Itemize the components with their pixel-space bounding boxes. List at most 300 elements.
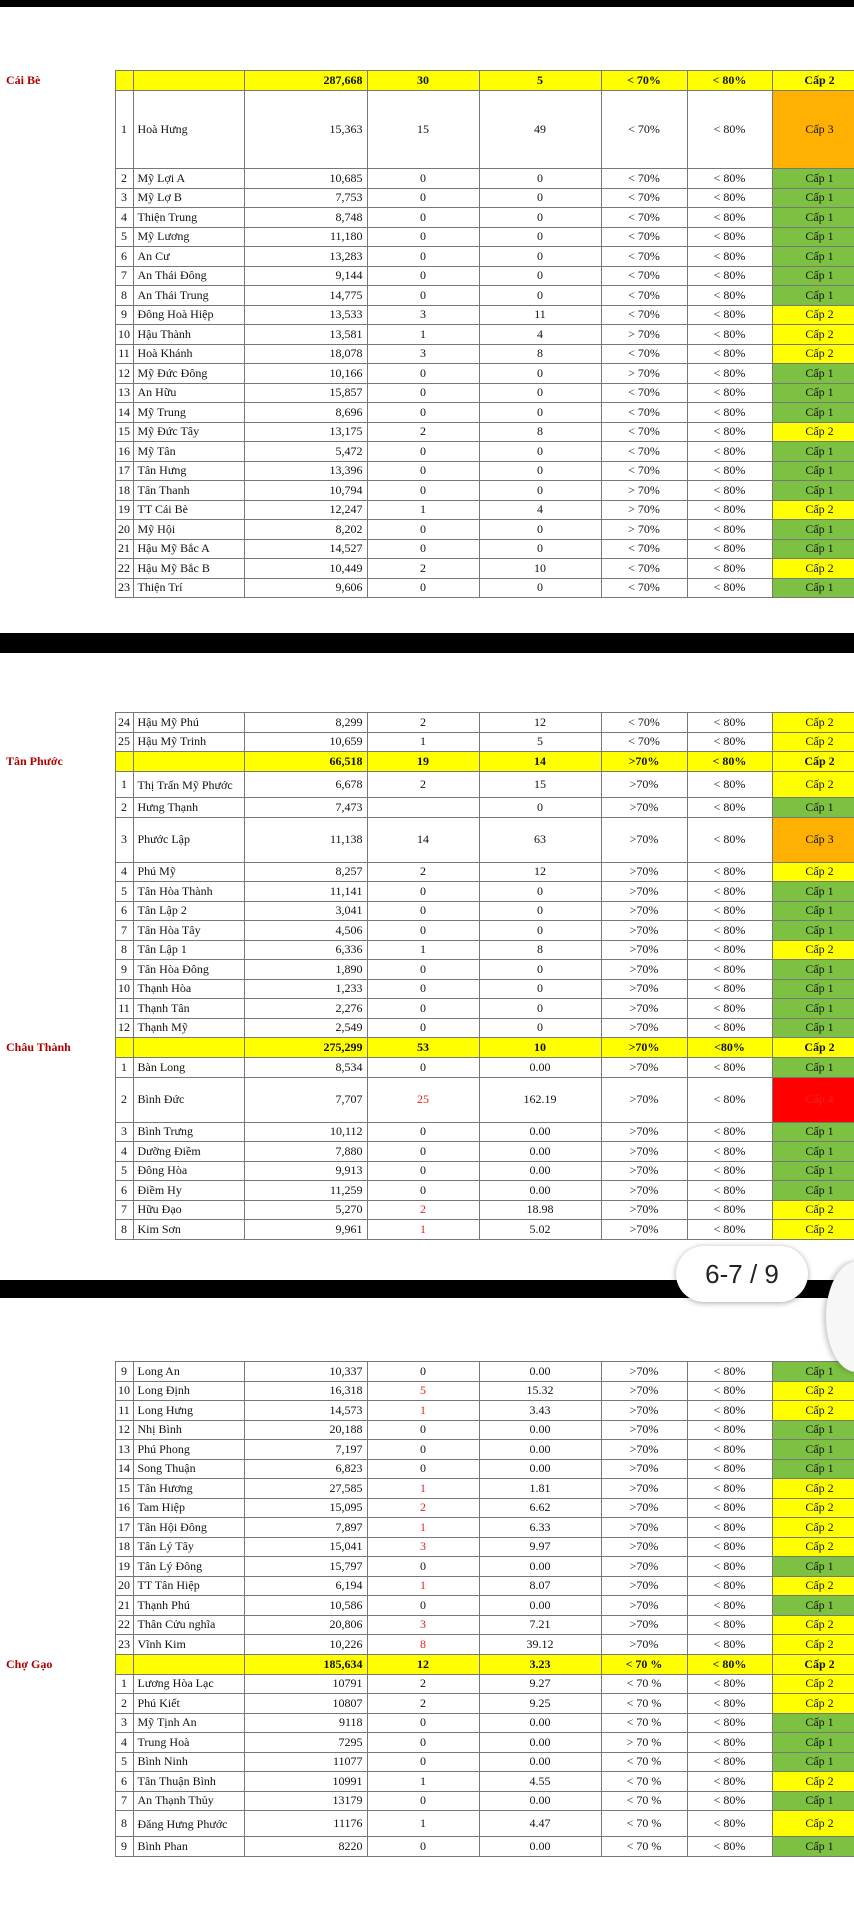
- case-rate: 0.00: [479, 1596, 601, 1616]
- table-row: [0, 325, 854, 345]
- case-count: 1: [367, 940, 479, 960]
- district-name: [0, 1122, 115, 1142]
- vaccination-rate-2: < 80%: [687, 1362, 772, 1382]
- vaccination-rate-1: < 70%: [601, 713, 687, 733]
- commune-name: Hậu Mỹ Trinh: [133, 732, 244, 752]
- case-count: 1: [367, 1401, 479, 1421]
- vaccination-rate-1: < 70 %: [601, 1837, 687, 1857]
- vaccination-rate-2: < 80%: [687, 1811, 772, 1837]
- district-name: [0, 325, 115, 345]
- commune-name: Mỹ Tịnh An: [133, 1713, 244, 1733]
- commune-name: Tân Lý Tây: [133, 1537, 244, 1557]
- case-count: 0: [367, 1181, 479, 1201]
- vaccination-rate-2: < 80%: [687, 481, 772, 501]
- vaccination-rate-2: < 80%: [687, 188, 772, 208]
- vaccination-rate-1: < 70 %: [601, 1674, 687, 1694]
- risk-level-badge: Cấp 2: [772, 1654, 854, 1674]
- vaccination-rate-1: >70%: [601, 1362, 687, 1382]
- commune-name: Tam Hiệp: [133, 1498, 244, 1518]
- case-count: 0: [367, 1459, 479, 1479]
- row-number: 8: [115, 1220, 133, 1240]
- case-rate: 162.19: [479, 1077, 601, 1122]
- vaccination-rate-2: < 80%: [687, 169, 772, 189]
- risk-level-badge: Cấp 1: [772, 1752, 854, 1772]
- vaccination-rate-2: < 80%: [687, 383, 772, 403]
- vaccination-rate-2: < 80%: [687, 247, 772, 267]
- table-row: [0, 1401, 854, 1421]
- vaccination-rate-2: < 80%: [687, 539, 772, 559]
- case-rate: 0.00: [479, 1837, 601, 1857]
- case-count: 2: [367, 422, 479, 442]
- vaccination-rate-1: < 70%: [601, 169, 687, 189]
- risk-level-badge: Cấp 1: [772, 481, 854, 501]
- row-number: 3: [115, 1122, 133, 1142]
- risk-level-badge: Cấp 1: [772, 1018, 854, 1038]
- commune-name: Phú Phong: [133, 1440, 244, 1460]
- case-rate: 4: [479, 500, 601, 520]
- district-name: [0, 1362, 115, 1382]
- district-name: [0, 91, 115, 169]
- population: 10,586: [244, 1596, 367, 1616]
- risk-level-badge: Cấp 2: [772, 940, 854, 960]
- district-name: [0, 713, 115, 733]
- commune-name: Lương Hòa Lạc: [133, 1674, 244, 1694]
- commune-name: Hậu Mỹ Bắc B: [133, 559, 244, 579]
- table-row: [0, 1791, 854, 1811]
- case-rate: 39.12: [479, 1635, 601, 1655]
- case-rate: 0: [479, 227, 601, 247]
- table-row: [0, 1537, 854, 1557]
- case-rate: 49: [479, 91, 601, 169]
- vaccination-rate-1: >70%: [601, 1401, 687, 1421]
- empty-cell: [133, 752, 244, 772]
- case-count: 2: [367, 559, 479, 579]
- row-number: 11: [115, 1401, 133, 1421]
- risk-level-badge: Cấp 2: [772, 1038, 854, 1058]
- risk-level-badge: Cấp 2: [772, 344, 854, 364]
- vaccination-rate-1: < 70%: [601, 422, 687, 442]
- row-number: 20: [115, 1576, 133, 1596]
- case-rate: 3.43: [479, 1401, 601, 1421]
- table-row: [0, 921, 854, 941]
- risk-level-badge: Cấp 2: [772, 732, 854, 752]
- case-count: 0: [367, 247, 479, 267]
- commune-name: Hữu Đạo: [133, 1200, 244, 1220]
- case-count: [367, 798, 479, 818]
- commune-name: Tân Lập 1: [133, 940, 244, 960]
- population: 11,141: [244, 882, 367, 902]
- commune-name: Tân Hòa Thành: [133, 882, 244, 902]
- commune-name: Thân Cửu nghĩa: [133, 1615, 244, 1635]
- commune-name: Long Hưng: [133, 1401, 244, 1421]
- district-summary-row: [0, 752, 854, 772]
- commune-name: Thị Trấn Mỹ Phước: [133, 772, 244, 798]
- table-row: [0, 286, 854, 306]
- risk-level-badge: Cấp 1: [772, 979, 854, 999]
- vaccination-rate-1: >70%: [601, 960, 687, 980]
- case-count: 0: [367, 979, 479, 999]
- empty-cell: [115, 1654, 133, 1674]
- risk-level-badge: Cấp 1: [772, 578, 854, 598]
- case-rate: 0: [479, 208, 601, 228]
- vaccination-rate-1: < 70 %: [601, 1791, 687, 1811]
- table-row: [0, 1772, 854, 1792]
- vaccination-rate-1: >70%: [601, 817, 687, 862]
- vaccination-rate-1: > 70%: [601, 520, 687, 540]
- case-rate: 0: [479, 798, 601, 818]
- table-row: [0, 901, 854, 921]
- row-number: 17: [115, 1518, 133, 1538]
- vaccination-rate-2: < 80%: [687, 882, 772, 902]
- table-row: [0, 91, 854, 169]
- case-count: 2: [367, 1498, 479, 1518]
- population: 2,549: [244, 1018, 367, 1038]
- population: 16,318: [244, 1381, 367, 1401]
- row-number: 6: [115, 1772, 133, 1792]
- district-name: [0, 1518, 115, 1538]
- case-rate: 0: [479, 999, 601, 1019]
- table-row: [0, 461, 854, 481]
- case-rate: 0.00: [479, 1161, 601, 1181]
- population: 8,748: [244, 208, 367, 228]
- scroll-handle[interactable]: [826, 1262, 854, 1372]
- risk-level-badge: Cấp 2: [772, 1518, 854, 1538]
- row-number: 24: [115, 713, 133, 733]
- district-name: [0, 817, 115, 862]
- vaccination-rate-2: < 80%: [687, 325, 772, 345]
- vaccination-rate-2: < 80%: [687, 979, 772, 999]
- risk-level-badge: Cấp 2: [772, 422, 854, 442]
- population: 10807: [244, 1694, 367, 1714]
- commune-name: Mỹ Lợi A: [133, 169, 244, 189]
- population: 9,913: [244, 1161, 367, 1181]
- case-count: 1: [367, 1479, 479, 1499]
- vaccination-rate-1: < 70 %: [601, 1811, 687, 1837]
- case-count: 0: [367, 999, 479, 1019]
- vaccination-rate-1: < 70 %: [601, 1713, 687, 1733]
- vaccination-rate-2: < 80%: [687, 1674, 772, 1694]
- vaccination-rate-1: < 70%: [601, 383, 687, 403]
- risk-level-badge: Cấp 2: [772, 559, 854, 579]
- table-row: [0, 1752, 854, 1772]
- empty-cell: [133, 1654, 244, 1674]
- vaccination-rate-1: >70%: [601, 1058, 687, 1078]
- case-count: 0: [367, 1420, 479, 1440]
- case-rate: 0: [479, 520, 601, 540]
- table-row: [0, 1674, 854, 1694]
- population: 13,533: [244, 305, 367, 325]
- risk-level-badge: Cấp 1: [772, 169, 854, 189]
- district-name: [0, 1811, 115, 1837]
- vaccination-rate-2: < 80%: [687, 1615, 772, 1635]
- population: 15,363: [244, 91, 367, 169]
- row-number: 15: [115, 1479, 133, 1499]
- district-name: [0, 208, 115, 228]
- vaccination-rate-2: < 80%: [687, 442, 772, 462]
- vaccination-rate-1: < 70%: [601, 247, 687, 267]
- risk-level-badge: Cấp 2: [772, 325, 854, 345]
- row-number: 19: [115, 500, 133, 520]
- case-count: 1: [367, 1576, 479, 1596]
- commune-name: Thạnh Phú: [133, 1596, 244, 1616]
- row-number: 9: [115, 1362, 133, 1382]
- case-rate: 0.00: [479, 1459, 601, 1479]
- case-count: 1: [367, 500, 479, 520]
- district-name: [0, 1142, 115, 1162]
- commune-name: Hậu Thành: [133, 325, 244, 345]
- risk-level-badge: Cấp 1: [772, 1161, 854, 1181]
- case-count: 53: [367, 1038, 479, 1058]
- risk-level-badge: Cấp 2: [772, 1576, 854, 1596]
- table-row: [0, 344, 854, 364]
- table-row: [0, 1220, 854, 1240]
- case-count: 0: [367, 442, 479, 462]
- risk-level-badge: Cấp 1: [772, 999, 854, 1019]
- table-row: [0, 1694, 854, 1714]
- commune-name: Hoà Khánh: [133, 344, 244, 364]
- vaccination-rate-1: >70%: [601, 1077, 687, 1122]
- row-number: 12: [115, 1420, 133, 1440]
- case-rate: 10: [479, 1038, 601, 1058]
- vaccination-rate-2: < 80%: [687, 1791, 772, 1811]
- page-indicator: 6-7 / 9: [676, 1246, 808, 1302]
- vaccination-rate-1: >70%: [601, 1537, 687, 1557]
- table-row: [0, 1142, 854, 1162]
- case-rate: 0: [479, 442, 601, 462]
- population: 11077: [244, 1752, 367, 1772]
- population: 6,336: [244, 940, 367, 960]
- district-name: [0, 1837, 115, 1857]
- risk-level-badge: Cấp 1: [772, 1142, 854, 1162]
- district-name: [0, 188, 115, 208]
- district-name: [0, 1733, 115, 1753]
- district-name: [0, 364, 115, 384]
- population: 8,299: [244, 713, 367, 733]
- case-rate: 0: [479, 461, 601, 481]
- table-row: [0, 979, 854, 999]
- district-name: [0, 1635, 115, 1655]
- row-number: 3: [115, 1713, 133, 1733]
- case-count: 0: [367, 208, 479, 228]
- row-number: 23: [115, 578, 133, 598]
- population: 10,337: [244, 1362, 367, 1382]
- risk-level-badge: Cấp 2: [772, 862, 854, 882]
- case-rate: 0.00: [479, 1733, 601, 1753]
- risk-level-badge: Cấp 1: [772, 1713, 854, 1733]
- risk-level-badge: Cấp 2: [772, 752, 854, 772]
- population: 6,678: [244, 772, 367, 798]
- case-count: 0: [367, 1752, 479, 1772]
- table-row: [0, 169, 854, 189]
- vaccination-rate-2: < 80%: [687, 1161, 772, 1181]
- vaccination-rate-2: < 80%: [687, 71, 772, 91]
- population: 6,194: [244, 1576, 367, 1596]
- population: 11,259: [244, 1181, 367, 1201]
- commune-name: An Hữu: [133, 383, 244, 403]
- vaccination-rate-2: < 80%: [687, 1058, 772, 1078]
- commune-name: Dưỡng Điềm: [133, 1142, 244, 1162]
- row-number: 6: [115, 1181, 133, 1201]
- vaccination-rate-2: < 80%: [687, 1381, 772, 1401]
- risk-level-badge: Cấp 1: [772, 266, 854, 286]
- district-name: [0, 481, 115, 501]
- case-count: 0: [367, 539, 479, 559]
- vaccination-rate-1: >70%: [601, 940, 687, 960]
- vaccination-rate-1: >70%: [601, 901, 687, 921]
- vaccination-rate-1: >70%: [601, 1479, 687, 1499]
- commune-name: Mỹ Trung: [133, 403, 244, 423]
- case-count: 25: [367, 1077, 479, 1122]
- risk-level-badge: Cấp 1: [772, 882, 854, 902]
- district-summary-row: [0, 71, 854, 91]
- risk-level-badge: Cấp 1: [772, 1459, 854, 1479]
- case-rate: 9.27: [479, 1674, 601, 1694]
- case-rate: 18.98: [479, 1200, 601, 1220]
- table-row: [0, 559, 854, 579]
- vaccination-rate-1: >70%: [601, 1615, 687, 1635]
- table-row: [0, 1479, 854, 1499]
- vaccination-rate-2: < 80%: [687, 1694, 772, 1714]
- vaccination-rate-1: >70%: [601, 1161, 687, 1181]
- population: 7,473: [244, 798, 367, 818]
- risk-level-badge: Cấp 1: [772, 520, 854, 540]
- commune-name: Hưng Thạnh: [133, 798, 244, 818]
- population: 8220: [244, 1837, 367, 1857]
- vaccination-rate-2: < 80%: [687, 1752, 772, 1772]
- vaccination-rate-2: < 80%: [687, 208, 772, 228]
- commune-name: Bàn Long: [133, 1058, 244, 1078]
- case-rate: 0.00: [479, 1713, 601, 1733]
- vaccination-rate-2: < 80%: [687, 999, 772, 1019]
- row-number: 10: [115, 325, 133, 345]
- risk-level-badge: Cấp 1: [772, 921, 854, 941]
- district-name: [0, 1077, 115, 1122]
- population: 66,518: [244, 752, 367, 772]
- vaccination-rate-1: < 70%: [601, 208, 687, 228]
- district-name: [0, 1498, 115, 1518]
- row-number: 10: [115, 1381, 133, 1401]
- district-name: [0, 1615, 115, 1635]
- case-rate: 0.00: [479, 1181, 601, 1201]
- vaccination-rate-2: < 80%: [687, 1440, 772, 1460]
- commune-name: Phú Mỹ: [133, 862, 244, 882]
- population: 9,606: [244, 578, 367, 598]
- vaccination-rate-2: < 80%: [687, 772, 772, 798]
- vaccination-rate-1: >70%: [601, 1596, 687, 1616]
- case-rate: 0.00: [479, 1142, 601, 1162]
- case-rate: 0: [479, 188, 601, 208]
- district-name: [0, 862, 115, 882]
- risk-level-badge: Cấp 3: [772, 817, 854, 862]
- case-rate: 0.00: [479, 1791, 601, 1811]
- row-number: 17: [115, 461, 133, 481]
- table-row: [0, 1058, 854, 1078]
- district-name: [0, 344, 115, 364]
- commune-name: TT Tân Hiệp: [133, 1576, 244, 1596]
- risk-level-badge: Cấp 1: [772, 1440, 854, 1460]
- population: 15,857: [244, 383, 367, 403]
- district-name: [0, 1752, 115, 1772]
- district-name: [0, 383, 115, 403]
- case-rate: 1.81: [479, 1479, 601, 1499]
- sheet-1: [0, 70, 854, 598]
- commune-name: Thạnh Hòa: [133, 979, 244, 999]
- row-number: 2: [115, 1077, 133, 1122]
- vaccination-rate-1: < 70%: [601, 442, 687, 462]
- table-row: [0, 188, 854, 208]
- case-count: 1: [367, 1518, 479, 1538]
- vaccination-rate-2: < 80%: [687, 1142, 772, 1162]
- risk-level-badge: Cấp 2: [772, 1694, 854, 1714]
- case-rate: 5: [479, 732, 601, 752]
- commune-name: Phước Lập: [133, 817, 244, 862]
- row-number: 7: [115, 921, 133, 941]
- population: 6,823: [244, 1459, 367, 1479]
- vaccination-rate-1: >70%: [601, 1122, 687, 1142]
- row-number: 23: [115, 1635, 133, 1655]
- population: 9,961: [244, 1220, 367, 1240]
- table-row: [0, 1018, 854, 1038]
- commune-name: Mỹ Lương: [133, 227, 244, 247]
- vaccination-rate-1: >70%: [601, 1220, 687, 1240]
- case-rate: 8: [479, 344, 601, 364]
- table-row: [0, 713, 854, 733]
- case-count: 2: [367, 1694, 479, 1714]
- district-summary-row: [0, 1038, 854, 1058]
- row-number: 16: [115, 1498, 133, 1518]
- case-rate: 7.21: [479, 1615, 601, 1635]
- risk-level-badge: Cấp 1: [772, 1420, 854, 1440]
- case-count: 0: [367, 1557, 479, 1577]
- commune-name: Tân Hưng: [133, 461, 244, 481]
- row-number: 21: [115, 539, 133, 559]
- district-name: [0, 442, 115, 462]
- vaccination-rate-1: < 70 %: [601, 1654, 687, 1674]
- table-row: [0, 208, 854, 228]
- population: 10,794: [244, 481, 367, 501]
- separator-band-1: [0, 633, 854, 653]
- district-name: Cái Bè: [6, 73, 41, 87]
- case-rate: 0.00: [479, 1440, 601, 1460]
- vaccination-rate-1: >70%: [601, 1038, 687, 1058]
- district-name: [0, 1200, 115, 1220]
- row-number: 22: [115, 559, 133, 579]
- case-rate: 12: [479, 713, 601, 733]
- table-row: [0, 1576, 854, 1596]
- case-rate: 0: [479, 247, 601, 267]
- table-row: [0, 1733, 854, 1753]
- table-row: [0, 1161, 854, 1181]
- vaccination-rate-1: >70%: [601, 1440, 687, 1460]
- empty-cell: [115, 752, 133, 772]
- table-row: [0, 999, 854, 1019]
- case-rate: 3.23: [479, 1654, 601, 1674]
- district-name: [0, 227, 115, 247]
- vaccination-rate-1: >70%: [601, 1018, 687, 1038]
- population: 14,573: [244, 1401, 367, 1421]
- population: 12,247: [244, 500, 367, 520]
- vaccination-rate-2: < 80%: [687, 1635, 772, 1655]
- commune-name: Mỹ Hội: [133, 520, 244, 540]
- risk-level-badge: Cấp 1: [772, 901, 854, 921]
- table-row: [0, 481, 854, 501]
- case-count: 0: [367, 169, 479, 189]
- row-number: 18: [115, 481, 133, 501]
- risk-level-badge: Cấp 1: [772, 1557, 854, 1577]
- commune-name: Bình Ninh: [133, 1752, 244, 1772]
- vaccination-rate-2: < 80%: [687, 732, 772, 752]
- population: 287,668: [244, 71, 367, 91]
